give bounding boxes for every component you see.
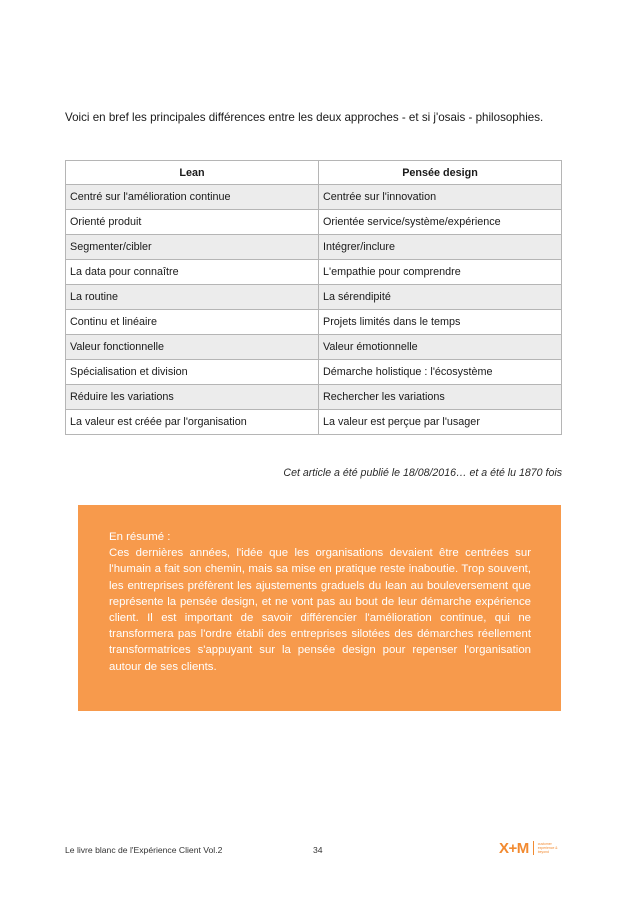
design-cell: Rechercher les variations xyxy=(319,385,562,410)
summary-heading: En résumé : xyxy=(109,531,171,543)
table-header-row xyxy=(66,161,562,185)
lean-cell: Valeur fonctionnelle xyxy=(66,335,319,360)
table-row xyxy=(66,260,562,285)
table-row xyxy=(66,360,562,385)
table-row xyxy=(66,385,562,410)
table-row xyxy=(66,185,562,210)
design-cell: La sérendipité xyxy=(319,285,562,310)
intro-paragraph: Voici en bref les principales différences entre les deux approches - et si j'osais - philosophies. xyxy=(65,110,544,124)
design-cell: Projets limités dans le temps xyxy=(319,310,562,335)
lean-cell: Segmenter/cibler xyxy=(66,235,319,260)
table-row xyxy=(66,310,562,335)
lean-cell: Réduire les variations xyxy=(66,385,319,410)
lean-cell: Continu et linéaire xyxy=(66,310,319,335)
lean-cell: La data pour connaître xyxy=(66,260,319,285)
column-header-design-thinking: Pensée design xyxy=(319,161,562,185)
design-cell: Valeur émotionnelle xyxy=(319,335,562,360)
design-cell: La valeur est perçue par l'usager xyxy=(319,410,562,435)
lean-cell: Orienté produit xyxy=(66,210,319,235)
logo-tagline: customer experience & beyond xyxy=(537,841,558,855)
lean-cell: Spécialisation et division xyxy=(66,360,319,385)
logo-divider xyxy=(533,841,534,855)
table-row xyxy=(66,235,562,260)
lean-cell: Centré sur l'amélioration continue xyxy=(66,185,319,210)
comparison-table xyxy=(65,160,562,435)
table-row xyxy=(66,210,562,235)
design-cell: Orientée service/système/expérience xyxy=(319,210,562,235)
publication-note: Cet article a été publié le 18/08/2016… et a été lu 1870 fois xyxy=(283,467,562,479)
design-cell: Intégrer/inclure xyxy=(319,235,562,260)
lean-cell: La valeur est créée par l'organisation xyxy=(66,410,319,435)
lean-cell: La routine xyxy=(66,285,319,310)
brand-logo xyxy=(499,839,560,857)
design-cell: Centrée sur l'innovation xyxy=(319,185,562,210)
design-cell: Démarche holistique : l'écosystème xyxy=(319,360,562,385)
page-number: 34 xyxy=(313,845,323,855)
table-row xyxy=(66,335,562,360)
summary-box xyxy=(78,505,561,711)
column-header-lean: Lean xyxy=(66,161,319,185)
footer-title: Le livre blanc de l'Expérience Client Vol.2 xyxy=(65,845,223,855)
summary-body: Ces dernières années, l'idée que les organisations devaient être centrées sur l'humain a fait son chemin, mais sa mise en pratique reste inaboutie. Trop souvent, les entreprises préfèrent les ajustements graduels du lean au bouleversement que représente la pensée design, et ne vont pas au bout de leur démarche expérience client. Il est important de savoir différencier l'amélioration continue, qui ne transformera pas l'ordre établi des entreprises silotées des démarches réellement transformatrices s'appuyant sur la pensée design pour repenser l'organisation autour de ses clients. xyxy=(109,547,531,673)
table-row xyxy=(66,285,562,310)
design-cell: L'empathie pour comprendre xyxy=(319,260,562,285)
logo-mark: X+M xyxy=(499,839,529,857)
table-row xyxy=(66,410,562,435)
